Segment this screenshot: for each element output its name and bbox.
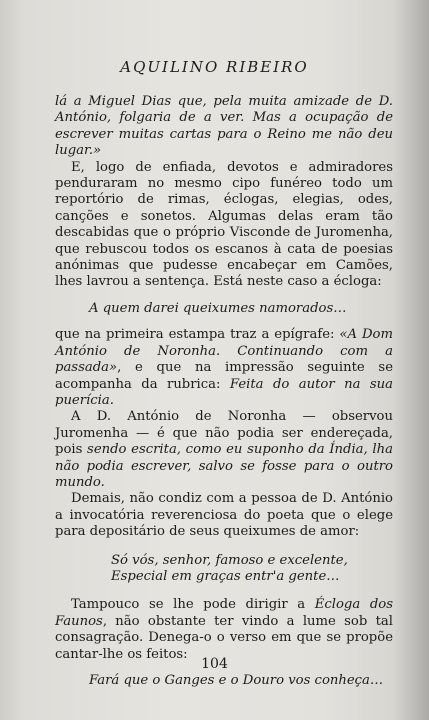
paragraph-3-c: , e que na impressão seguinte se acompanha da rubrica:	[55, 360, 393, 392]
paragraph-3-a: que na primeira estampa traz a epígrafe:	[55, 327, 340, 343]
page-edge-shadow	[393, 0, 429, 720]
paragraph-4-a: A D. António de Noronha — observou Juromenha — é que não podia ser endereçada, pois	[55, 409, 393, 458]
paragraph-2: E, logo de enfiada, devotos e admiradores penduraram no mesmo cipo funéreo todo um reportório de rimas, éclogas, elegias, odes, canções e sonetos. Algumas delas eram tão descabidas que o próprio Visconde de Juromenha, que rebuscou todos os escanos à cata de poesias anónimas que pudesse encabeçar em Camões, lhes lavrou a sentença. Está neste caso a écloga:	[55, 159, 393, 290]
paragraph-5: Demais, não condiz com a pessoa de D. António a invocatória reverenciosa do poeta que o elege para depositário de seus queixumes de amor:	[55, 491, 393, 540]
verse-quote-3: Fará que o Ganges e o Douro vos conheça…	[89, 673, 384, 688]
verse-quote-2	[55, 553, 393, 586]
paragraph-6	[55, 597, 393, 663]
paragraph-4	[55, 409, 393, 491]
running-header: AQUILINO RIBEIRO	[120, 58, 309, 76]
verse-2-line-1: Só vós, senhor, famoso e excelente,	[111, 552, 348, 568]
paragraph-6-a: Tampouco se lhe pode dirigir a	[71, 597, 315, 613]
paragraph-1	[55, 94, 393, 160]
page-body	[55, 94, 393, 699]
verse-2-line-2: Especial em graças entr'a gente…	[111, 568, 340, 584]
verse-quote-1: A quem darei queixumes namorados…	[89, 300, 347, 316]
paragraph-1-text: lá a Miguel Dias que, pela muita amizade de D. António, folgaria de a ver. Mas a ocupação de escrever muitas cartas para o Reino me não deu lugar.»	[55, 94, 393, 159]
paragraph-6-title: Écloga dos Faunos	[55, 597, 393, 629]
paragraph-4-quote: sendo escrita, como eu suponho da Índia, lha não podia escrever, salvo se fosse para o outro mundo.	[55, 442, 393, 490]
paragraph-3-epigraph: «A Dom António de Noronha. Continuando com a passada»	[55, 327, 393, 376]
page-number: 104	[201, 656, 228, 672]
paragraph-3	[55, 327, 393, 409]
paragraph-6-c: , não obstante ter vindo a lume sob tal consagração. Denega-o o verso em que se propõe cantar-lhe os feitos:	[55, 613, 393, 662]
paragraph-3-rubric: Feita do autor na sua puerícia.	[55, 376, 394, 408]
